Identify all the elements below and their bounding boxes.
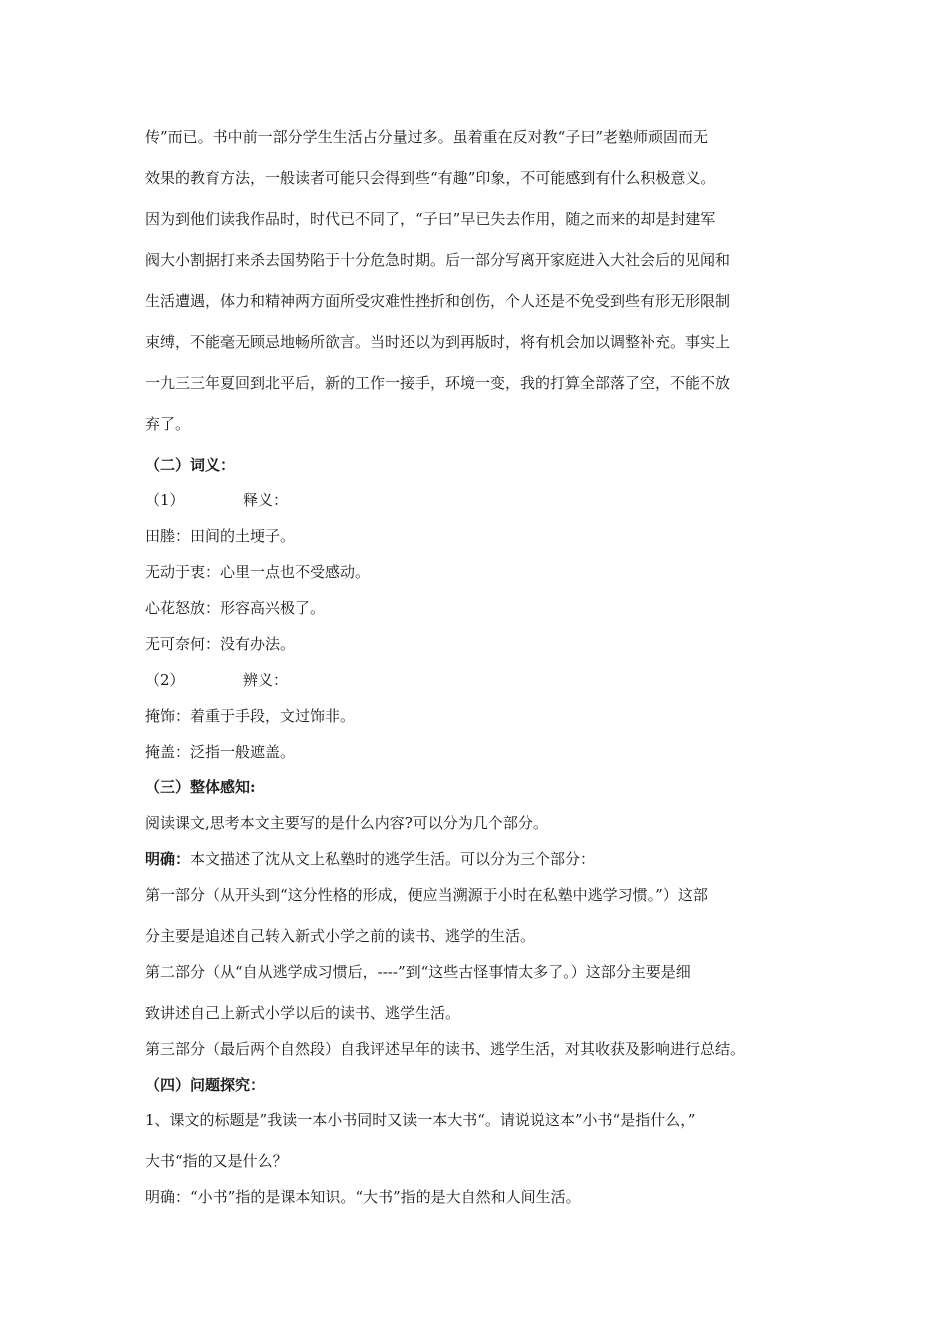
para1-line-7: 一九三三年夏回到北平后，新的工作一接手，环境一变，我的打算全部落了空，不能不放 [145, 374, 731, 392]
definition-item: 心花怒放：形容高兴极了。 [145, 599, 326, 617]
para1-line-4: 阀大小割据打来杀去国势陷于十分危急时期。后一部分写离开家庭进入大社会后的见闻和 [145, 251, 731, 269]
part-one-line-1: 第一部分（从开头到“这分性格的形成，便应当溯源于小时在私塾中逃学习惯。”）这部 [145, 886, 708, 904]
part-two-line-1: 第二部分（从“自从逃学成习惯后，----”到“这些古怪事情太多了。）这部分主要是细 [145, 963, 691, 981]
subsection-number: （2） [145, 671, 185, 689]
para1-line-3: 因为到他们读我作品时，时代已不同了，“子曰”早已失去作用，随之而来的却是封建军 [145, 210, 716, 228]
section-heading-overall-perception: （三）整体感知: [145, 778, 256, 796]
answer-label: 明确： [145, 850, 191, 868]
para1-line-6: 束缚，不能毫无顾忌地畅所欲言。当时还以为到再版时，将有机会加以调整补充。事实上 [145, 333, 731, 351]
definition-item: 无可奈何：没有办法。 [145, 635, 296, 653]
subsection-explanation [145, 490, 815, 510]
definition-item: 掩盖：泛指一般遮盖。 [145, 743, 296, 761]
answer-line [145, 849, 815, 869]
answer-text: 本文描述了沈从文上私塾时的逃学生活。可以分为三个部分： [190, 850, 596, 868]
para1-line-5: 生活遭遇，体力和精神两方面所受灾难性挫折和创伤，个人还是不免受到些有形无形限制 [145, 292, 731, 310]
answer-text: 明确：“小书”指的是课本知识。“大书”指的是大自然和人间生活。 [145, 1188, 581, 1206]
section-heading-word-meaning: （二）词义： [145, 456, 236, 474]
subsection-distinction [145, 670, 815, 690]
question-text: 阅读课文,思考本文主要写的是什么内容?可以分为几个部分。 [145, 814, 548, 832]
part-two-line-2: 致讲述自己上新式小学以后的读书、逃学生活。 [145, 1004, 461, 1022]
definition-item: 无动于衷：心里一点也不受感动。 [145, 563, 371, 581]
subsection-label: 释义： [243, 491, 289, 509]
para1-line-8: 弃了。 [145, 415, 191, 433]
para1-line-2: 效果的教育方法，一般读者可能只会得到些“有趣”印象，不可能感到有什么积极意义。 [145, 169, 716, 187]
para1-line-1: 传”而已。书中前一部分学生生活占分量过多。虽着重在反对教“子曰”老塾师顽固而无 [145, 128, 709, 146]
section-heading-problem-exploration: （四）问题探究： [145, 1076, 266, 1094]
definition-item: 掩饰：着重于手段，文过饰非。 [145, 707, 356, 725]
part-one-line-2: 分主要是追述自己转入新式小学之前的读书、逃学的生活。 [145, 927, 536, 945]
subsection-number: （1） [145, 491, 185, 509]
subsection-label: 辨义： [243, 671, 289, 689]
part-three-line: 第三部分（最后两个自然段）自我评述早年的读书、逃学生活，对其收获及影响进行总结。 [145, 1040, 746, 1058]
question-line-1: 1、课文的标题是”我读一本小书同时又读一本大书“。请说说这本”小书“是指什么，” [145, 1111, 696, 1129]
question-line-2: 大书“指的又是什么？ [145, 1152, 288, 1170]
definition-item: 田塍：田间的土埂子。 [145, 527, 296, 545]
